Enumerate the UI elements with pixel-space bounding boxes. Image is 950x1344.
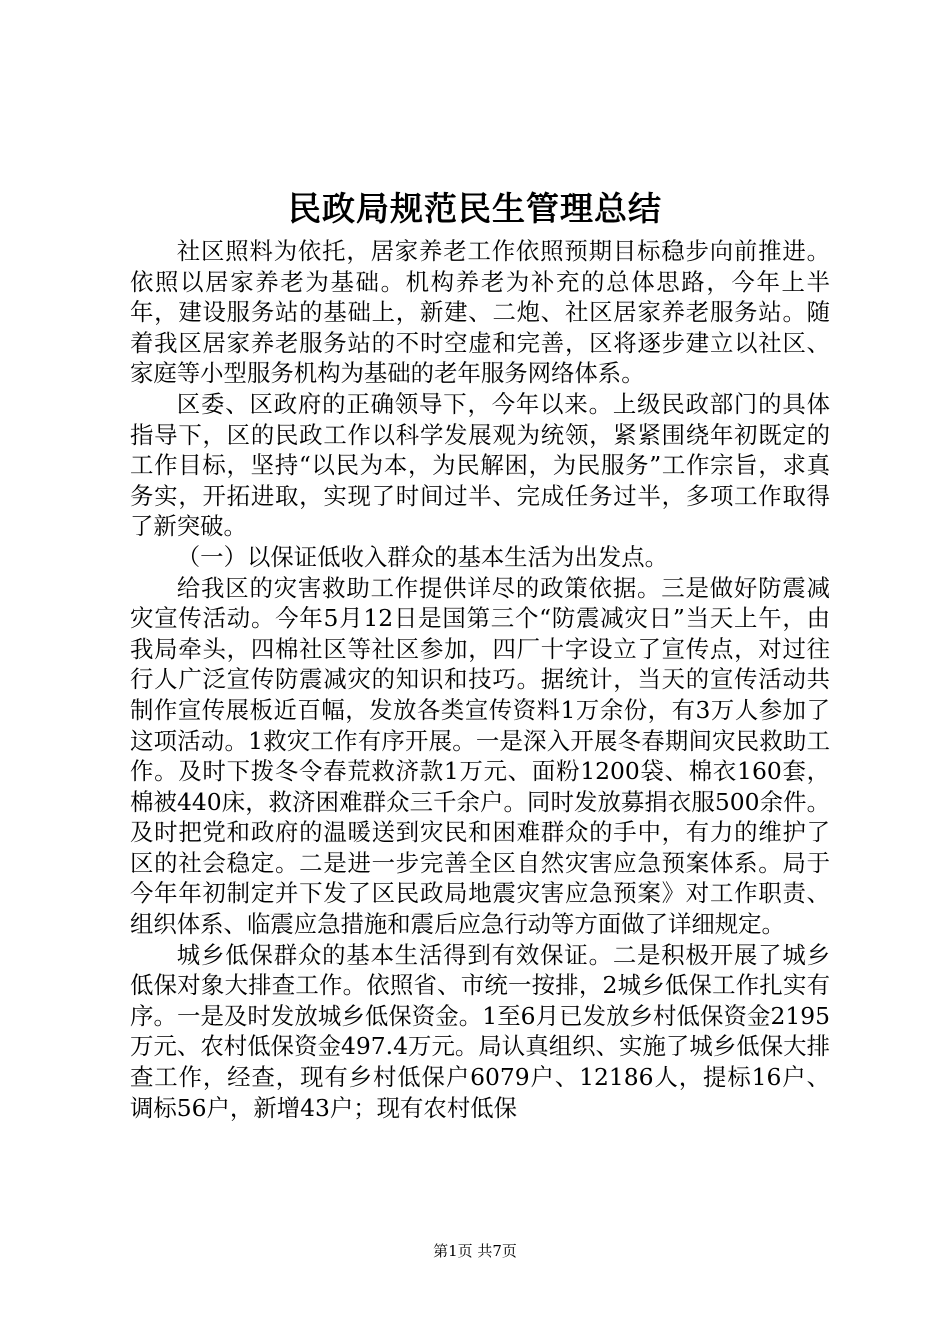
paragraph: （一）以保证低收入群众的基本生活为出发点。 xyxy=(176,542,668,571)
document-title: 民政局规范民生管理总结 xyxy=(288,189,662,228)
paragraph: 区委、区政府的正确领导下，今年以来。上级民政部门的具体指导下，区的民政工作以科学发展观为统领，紧紧围绕年初既定的工作目标，坚持“以民为本，为民解困，为民服务”工作宗旨，求真务实，开拓进取，实现了时间过半、完成任务过半，多项工作取得了新突破。 xyxy=(130,389,830,541)
paragraph: 给我区的灾害救助工作提供详尽的政策依据。三是做好防震减灾宣传活动。今年5月12日是国第三个“防震减灾日”当天上午，由我局牵头，四棉社区等社区参加，四厂十字设立了宣传点，对过往行人广泛宣传防震减灾的知识和技巧。据统计，当天的宣传活动共制作宣传展板近百幅，发放各类宣传资料1万余份，有3万人参加了这项活动。1救灾工作有序开展。一是深入开展冬春期间灾民救助工作。及时下拨冬令春荒救济款1万元、面粉1200袋、棉衣160套，棉被440床，救济困难群众三千余户。同时发放募捐衣服500余件。及时把党和政府的温暖送到灾民和困难群众的手中，有力的维护了区的社会稳定。二是进一步完善全区自然灾害应急预案体系。局于今年年初制定并下发了区民政局地震灾害应急预案》对工作职责、组织体系、临震应急措施和震后应急行动等方面做了详细规定。 xyxy=(130,573,830,939)
document-body xyxy=(130,236,830,1123)
page-footer: 第1页 共7页 xyxy=(433,1242,517,1260)
paragraph: 社区照料为依托，居家养老工作依照预期目标稳步向前推进。依照以居家养老为基础。机构养老为补充的总体思路，今年上半年，建设服务站的基础上，新建、二炮、社区居家养老服务站。随着我区居家养老服务站的不时空虚和完善，区将逐步建立以社区、家庭等小型服务机构为基础的老年服务网络体系。 xyxy=(130,237,830,388)
paragraph: 城乡低保群众的基本生活得到有效保证。二是积极开展了城乡低保对象大排查工作。依照省、市统一按排，2城乡低保工作扎实有序。一是及时发放城乡低保资金。1至6月已发放乡村低保资金2195万元、农村低保资金497.4万元。局认真组织、实施了城乡低保大排查工作，经查，现有乡村低保户6079户、12186人，提标16户、调标56户，新增43户；现有农村低保 xyxy=(130,940,830,1122)
